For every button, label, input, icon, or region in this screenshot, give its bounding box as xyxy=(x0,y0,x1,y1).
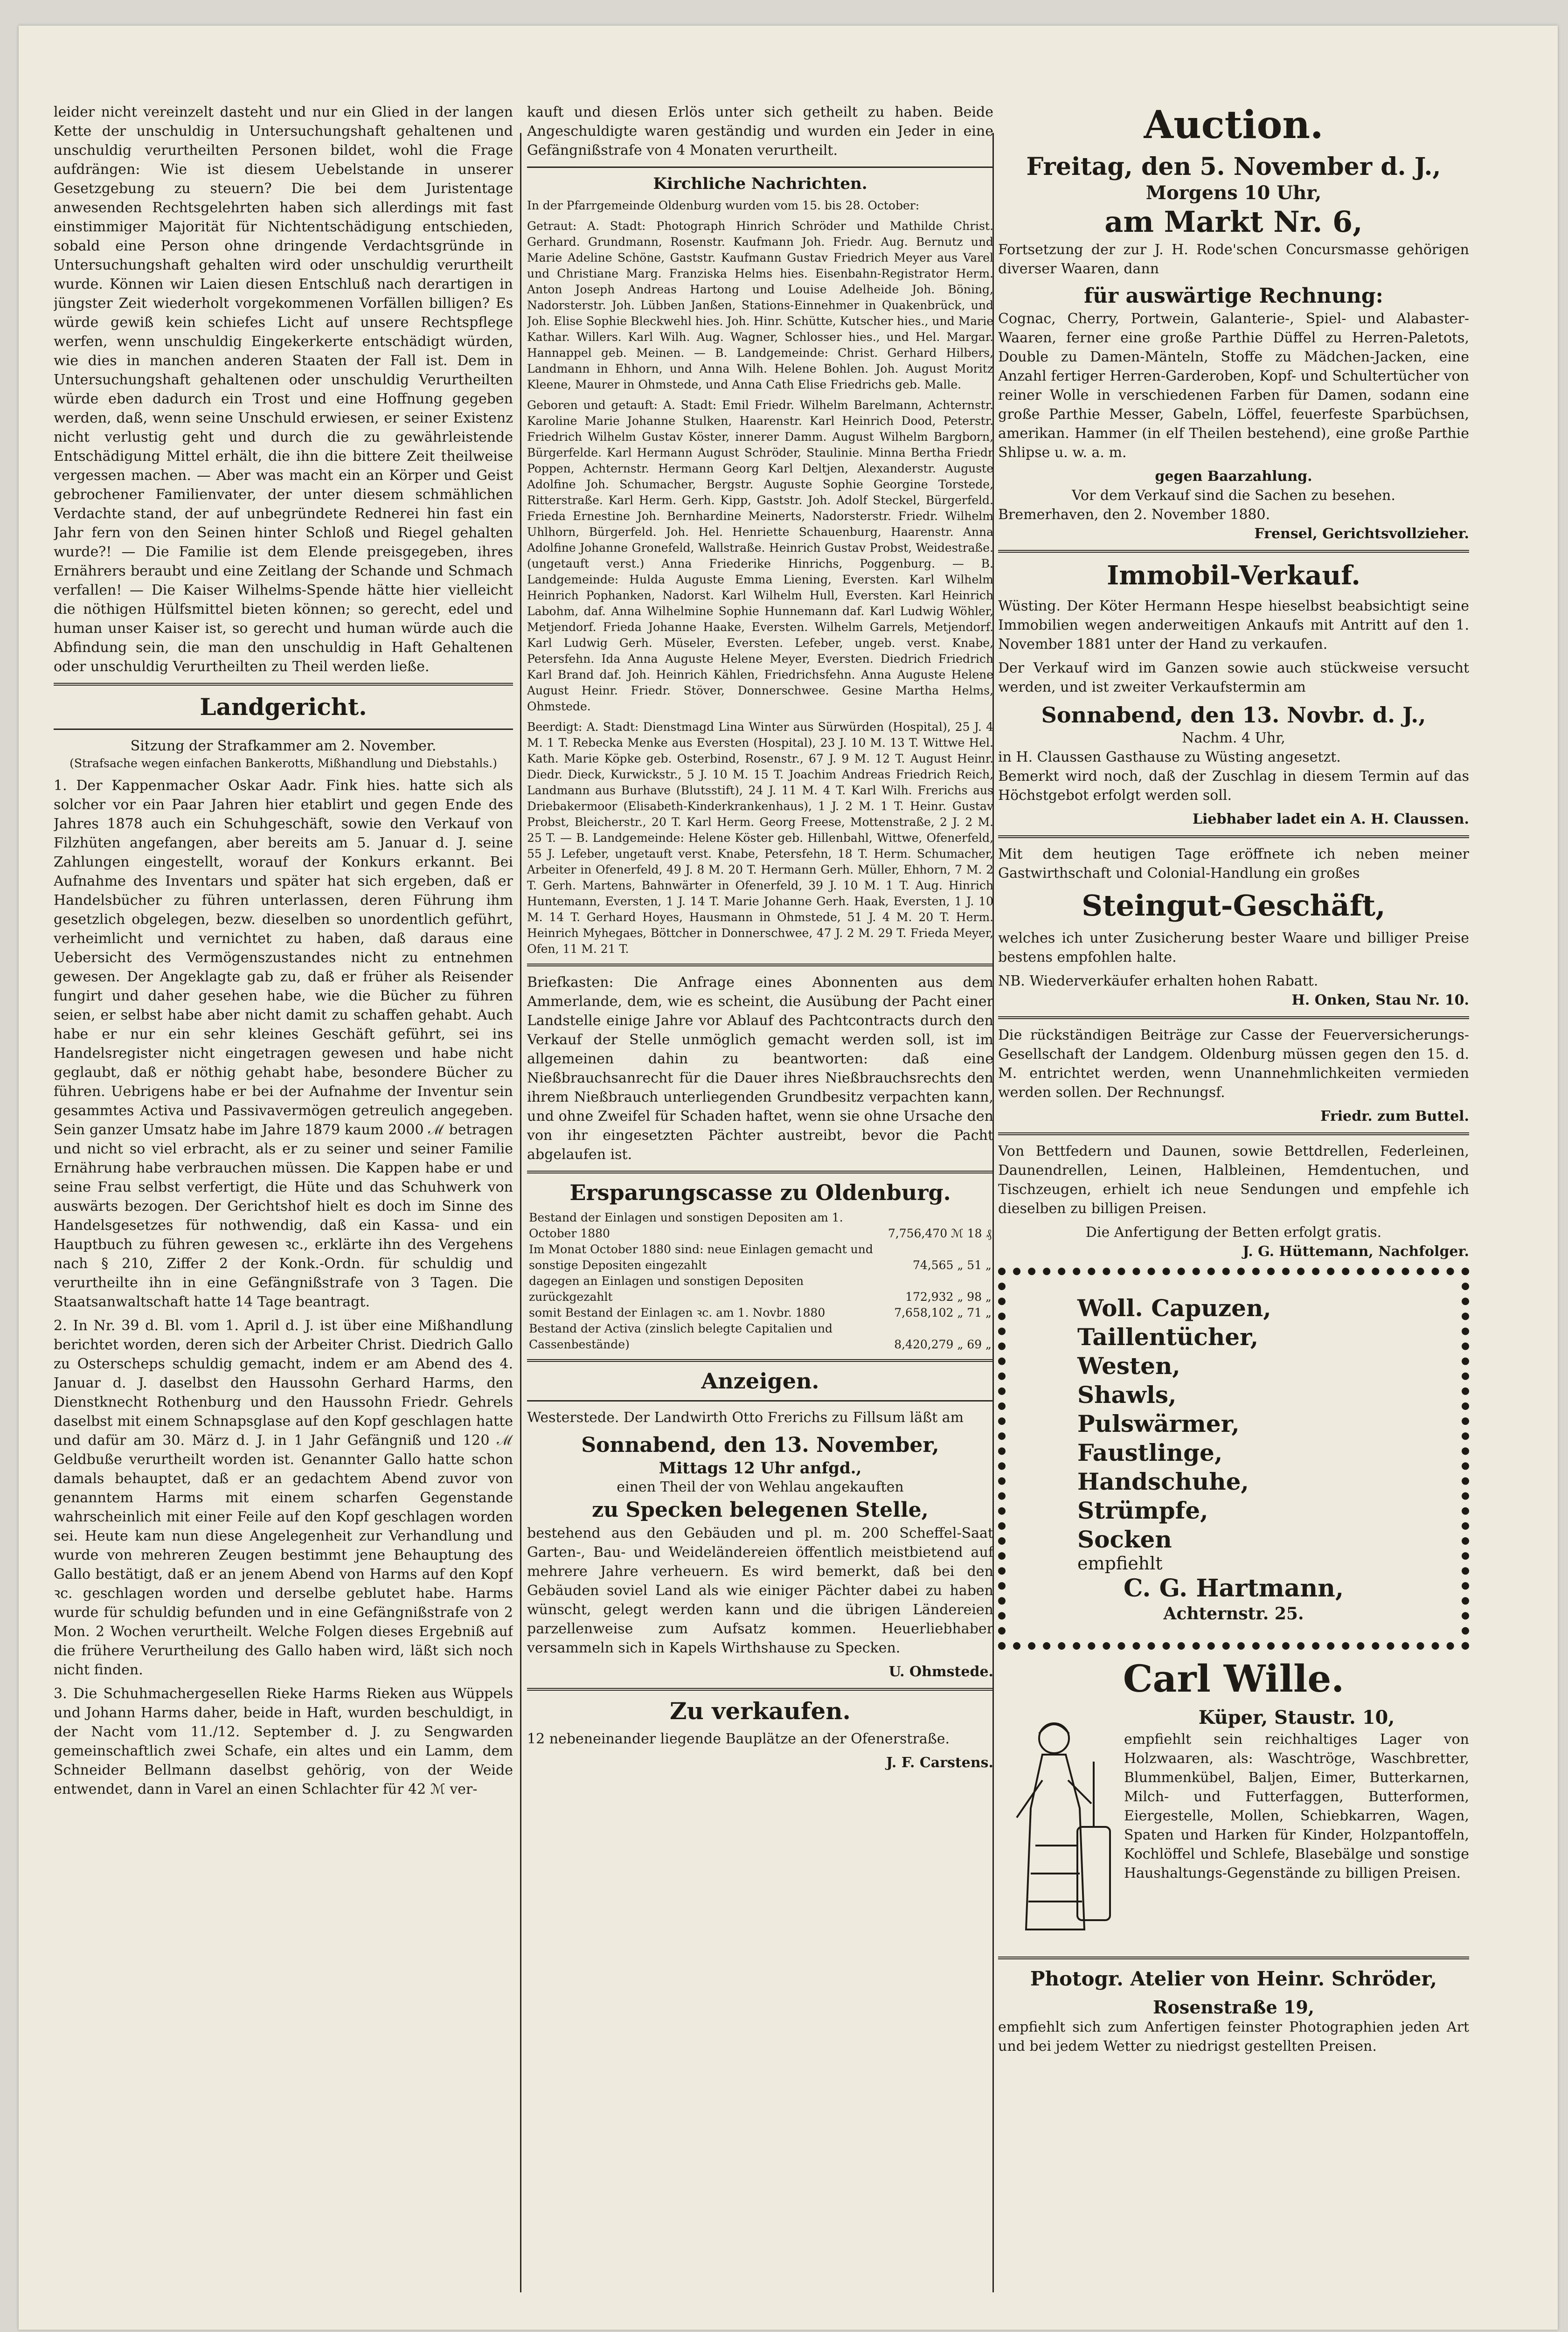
ersparungscasse-value: 7,658,102 „ 71 „ xyxy=(894,1306,992,1319)
hartmann-item: Shawls, xyxy=(1077,1381,1177,1409)
court-case-continuation: kauft und diesen Erlös unter sich getheilt zu haben. Beide Angeschuldigte waren geständig und wurden ein Jeder in eine Gefängnißstrafe von 4 Monaten verurtheilt. xyxy=(527,104,993,159)
ersparungscasse-label: Bestand der Einlagen und sonstigen Depositen am 1. October 1880 xyxy=(529,1211,843,1240)
westerstede-intro: Westerstede. Der Landwirth Otto Frerichs zu Fillsum läßt am xyxy=(527,1409,964,1426)
wille-ad xyxy=(998,1706,1469,1950)
immobil-text4: Bemerkt wird noch, daß der Zuschlag in diesem Termin auf das Höchstgebot erfolgt werden soll. xyxy=(998,768,1469,804)
hartmann-item: Handschuhe, xyxy=(1077,1468,1249,1495)
hartmann-ad-frame xyxy=(998,1268,1469,1650)
auction-note: Vor dem Verkauf sind die Sachen zu besehen. xyxy=(1072,487,1395,504)
divider xyxy=(527,1688,993,1691)
ersparungscasse-label: somit Bestand der Einlagen ꝛc. am 1. Novbr. 1880 xyxy=(529,1306,826,1319)
ersparungscasse-row xyxy=(527,1305,993,1321)
hartmann-item: Pulswärmer, xyxy=(1077,1410,1240,1437)
newspaper-page xyxy=(19,26,1558,2330)
hartmann-address: Achternstr. 25. xyxy=(1163,1604,1304,1624)
ersparungscasse-row xyxy=(527,1273,993,1305)
steingut-heading: Steingut-Geschäft, xyxy=(1082,888,1386,923)
court-case-3: 3. Die Schuhmachergesellen Rieke Harms Rieken aus Wüppels und Johann Harms daher, beide in Haft, wurden beschuldigt, in der Nacht vom 11./12. September d. J. zu Sengwarden gemeinschaftlich zwei Schafe, ein altes und ein Lamm, dem Schneider Bellmann daselbst gehörig, von der Weide entwendet, dann in Varel an einen Schlachter für 42 ℳ ver- xyxy=(54,1686,513,1798)
ersparungscasse-heading: Ersparungscasse zu Oldenburg. xyxy=(569,1180,951,1205)
divider xyxy=(527,167,993,168)
wille-name: Carl Wille. xyxy=(1123,1657,1345,1700)
divider xyxy=(998,1957,1469,1959)
divider xyxy=(527,964,993,966)
column-left xyxy=(54,103,513,2304)
ersparungscasse-value: 7,756,470 ℳ 18 ₰ xyxy=(888,1227,992,1240)
westerstede-date: Sonnabend, den 13. November, xyxy=(581,1433,939,1457)
photo-address: Rosenstraße 19, xyxy=(1152,1997,1315,2018)
hartmann-item: Strümpfe, xyxy=(1077,1497,1208,1524)
ersparungscasse-value: 8,420,279 „ 69 „ xyxy=(894,1338,992,1351)
verkaufen-signature: J. F. Carstens. xyxy=(886,1755,993,1771)
auction-place-date: Bremerhaven, den 2. November 1880. xyxy=(998,507,1270,523)
briefkasten-text: Briefkasten: Die Anfrage eines Abonnenten aus dem Ammerlande, dem, wie es scheint, die Ausübung der Pacht einer Landstelle einige Jahre vor Ablauf des Pachtcontracts durch den Verkauf der Stelle unmöglich gemacht werden soll, ist im allgemeinen dahin zu beantworten: daß eine Nießbrauchsanrecht für die Dauer ihres Nießbrauchsrechts den ihrem Nießbrauch unterliegenden Grundbesitz verpachten kann, und ohne Zweifel für Schaden haftet, wenn sie ohne Ursache den von ihr eingesetzten Pächter austreibt, bevor die Pacht abgelaufen ist. xyxy=(527,974,993,1163)
wille-address: Küper, Staustr. 10, xyxy=(1198,1707,1395,1728)
westerstede-text2: bestehend aus den Gebäuden und pl. m. 200 Scheffel-Saat Garten-, Bau- und Weideländereien öffentlich meistbietend auf mehrere Jahre verheuern. Es wird bemerkt, daß bei den Gebäuden soviel Land als wie einiger Pächter dabei zu haben wünscht, gelegt werden kann und die übrigen Ländereien parzellenweise zum Aufsatz kommen. Heuerliebhaber versammeln sich in Kapels Wirthshause zu Specken. xyxy=(527,1525,993,1656)
ersparungscasse-label: Im Monat October 1880 sind: neue Einlagen gemacht und sonstige Depositen eingezahlt xyxy=(529,1242,873,1272)
hartmann-item: Faustlinge, xyxy=(1077,1439,1223,1466)
immobil-signature: Liebhaber ladet ein A. H. Claussen. xyxy=(1192,811,1469,827)
divider xyxy=(998,1016,1469,1019)
betten-note: Die Anfertigung der Betten erfolgt gratis. xyxy=(1085,1224,1382,1241)
hartmann-empfiehlt: empfiehlt xyxy=(1077,1553,1163,1574)
divider xyxy=(54,683,513,686)
court-case-2: 2. In Nr. 39 d. Bl. vom 1. April d. J. ist über eine Mißhandlung berichtet worden, deren sich der Arbeiter Christ. Diedrich Gallo zu Osterscheps schuldig gemacht, indem er am Abend des 4. Januar d. J. daselbst den Haussohn Gerhard Harms, den Dienstknecht Rothenburg und den Haussohn Friedr. Gehrels daselbst mit einem Schnapsglase auf den Kopf geschlagen hatte und dafür am 30. März d. J. in 1 Jahr Gefängniß und 120 ℳ Geldbuße verurtheilt worden ist. Genannter Gallo hatte schon damals behauptet, daß er an gedachtem Abend zuvor von genanntem Harms mit einem scharfen Gegenstande wahrscheinlich mit einer Feile auf den Kopf geschlagen worden sei. Heute kam nun diese Angelegenheit zur Verhandlung und wurde von mehreren Zeugen bestimmt jene Behauptung des Gallo bestätigt, daß er an jenem Abend von Harms auf den Kopf ꝛc. geschlagen worden und derselbe geblutet habe. Harms wurde für schuldig befunden und in eine Gefängnißstrafe von 2 Mon. 2 Wochen verurtheilt. Welche Folgen dieses Ergebniß auf die frühere Verurtheilung des Gallo haben wird, läßt sich noch nicht finden. xyxy=(54,1318,513,1678)
column-right xyxy=(998,103,1469,2304)
auction-heading: Auction. xyxy=(1144,103,1324,147)
court-case-1: 1. Der Kappenmacher Oskar Aadr. Fink hies. hatte sich als solcher vor ein Paar Jahren hier etablirt und gegen Ende des Jahres 1878 auch ein Schuhgeschäft, sowie den Verkauf von Filzhüten angefangen, aber bereits am 5. Januar d. J. seine Zahlungen eingestellt, worauf der Konkurs erkannt. Bei Aufnahme des Inventars und später hat sich ergeben, daß er Handelsbücher zu führen unterlassen, deren Führung ihm gesetzlich obgelegen, bezw. dieselben so unordentlich geführt, verheimlicht und vernichtet zu haben, daß daraus eine Uebersicht des Vermögenszustandes nicht zu entnehmen gewesen. Der Angeklagte gab zu, daß er früher als Reisender fungirt und daher gesehen habe, wie die Bücher zu führen seien, er selbst habe aber nicht damit zu schaffen gehabt. Auch habe er nur ein sehr kleines Geschäft geführt, sei ins Handelsregister nicht eingetragen gewesen und habe nicht geglaubt, daß er nöthig gehabt habe, besondere Bücher zu führen. Uebrigens habe er bei der Aufnahme der Inventur sein gesammtes Activa und Passivavermögen getreulich angegeben. Sein ganzer Umsatz habe im Jahre 1879 kaum 2000 ℳ betragen und nicht so viel erbracht, als er zu seiner und seiner Familie Ernährung habe verbrauchen müssen. Die Kappen habe er und seine Frau selbst verfertigt, die Hüte und das Schuhwerk von auswärts bezogen. Der Gerichtshof hielt es doch im Sinne des Handelsgesetzes für nothwendig, daß ein Kassa- und ein Hauptbuch zu führen gewesen ꝛc., erklärte ihn des Vergehens nach § 210, Ziffer 2 der Konk.-Ordn. für schuldig und verurtheilte ihn in eine Gefängnißstrafe von 3 Tagen. Die Staatsanwaltschaft hatte 14 Tage beantragt. xyxy=(54,777,513,1310)
divider xyxy=(54,729,513,730)
kirchliche-geboren: Geboren und getauft: A. Stadt: Emil Friedr. Wilhelm Barelmann, Achternstr. Karoline Marie Johanne Stulken, Haarenstr. Karl Heinrich Dood, Peterstr. Friedrich Wilhelm Gustav Köster, innerer Damm. August Wilhelm Bargborn, Bürgerfelde. Karl Hermann August Schröder, Staulinie. Minna Bertha Friedr Poppen, Achternstr. Hermann Georg Karl Deltjen, Alexanderstr. Auguste Adolfine Joh. Schumacher, Bergstr. Auguste Sophie Georgine Torstede, Ritterstraße. Karl Herm. Gerh. Kipp, Gaststr. Joh. Adolf Steckel, Bürgerfeld. Frieda Ernestine Joh. Bernhardine Meinerts, Nadorsterstr. Friedr. Wilhelm Uhlhorn, Bürgerfeld. Joh. Hel. Henriette Schauenburg, Haarenstr. Anna Adolfine Johanne Gronefeld, Wallstraße. Heinrich Gustav Probst, Weidestraße. (ungetauft verst.) Anna Friederike Hinrichs, Poggenburg. — B. Landgemeinde: Hulda Auguste Emma Liening, Eversten. Karl Wilhelm Heinrich Pophanken, Nadorst. Karl Wilhelm Hull, Eversten. Karl Heinrich Labohm, daf. Anna Wilhelmine Sophie Hunnemann daf. Karl Ludwig Wöhler, Metjendorf. Frieda Johanne Haake, Eversten. Wilhelm Garrels, Metjendorf. Karl Ludwig Gerh. Müseler, Eversten. Lefeber, ungeb. verst. Knabe, Petersfehn. Ida Anna Auguste Helene Meyer, Eversten. Diedrich Friedrich Karl Brand daf. Joh. Heinrich Kählen, Friedrichsfehn. Anna Auguste Helene August Heinr. Friedr. Stöver, Donnerschwee. Gesine Martha Helms, Ohmstede. xyxy=(527,398,993,713)
anzeigen-heading: Anzeigen. xyxy=(701,1368,819,1394)
landgericht-heading: Landgericht. xyxy=(200,693,367,721)
divider xyxy=(527,1171,993,1173)
ersparungscasse-table xyxy=(527,1210,993,1353)
feuerversicherung-text: Die rückständigen Beiträge zur Casse der Feuerversicherungs-Gesellschaft der Landgem. Oldenburg müssen gegen den 15. d. M. entrichtet werden, wenn Unannehmlichkeiten vermieden werden sollen. Der Rechnungsf. xyxy=(998,1027,1469,1101)
hartmann-item: Woll. Capuzen, xyxy=(1077,1294,1271,1322)
auction-payment: gegen Baarzahlung. xyxy=(1155,468,1312,485)
ersparungscasse-value: 172,932 „ 98 „ xyxy=(905,1290,992,1304)
westerstede-location: zu Specken belegenen Stelle, xyxy=(592,1498,929,1522)
kirchliche-heading: Kirchliche Nachrichten. xyxy=(653,174,867,193)
steingut-intro: Mit dem heutigen Tage eröffnete ich neben meiner Gastwirthschaft und Colonial-Handlung ein großes xyxy=(998,846,1469,881)
ersparungscasse-label: Bestand der Activa (zinslich belegte Capitalien und Cassenbestände) xyxy=(529,1322,833,1351)
photo-heading: Photogr. Atelier von Heinr. Schröder, xyxy=(1030,1967,1437,1990)
column-divider xyxy=(520,133,521,2292)
divider xyxy=(998,1132,1469,1135)
auction-text2: Cognac, Cherry, Portwein, Galanterie-, Spiel- und Alabaster-Waaren, ferner eine große Parthie Düffel zu Herren-Paletots, Double zu Damen-Mänteln, Stoffe zu Mädchen-Jacken, eine Anzahl fertiger Herren-Garderoben, Kopf- und Schultertücher von reiner Wolle in verschiedenen Farben für Damen, sodann eine große Parthie Messer, Gabeln, Löffel, feuerfeste Sparbüchsen, amerikan. Hammer (in elf Theilen bestehend), eine große Parthie Shlipse u. w. a. m. xyxy=(998,311,1469,461)
auction-signature: Frensel, Gerichtsvollzieher. xyxy=(1254,526,1469,542)
westerstede-text1: einen Theil der von Wehlau angekauften xyxy=(617,1479,904,1495)
verkaufen-heading: Zu verkaufen. xyxy=(670,1697,851,1725)
hartmann-item: Socken xyxy=(1077,1526,1172,1553)
ersparungscasse-value: 74,565 „ 51 „ xyxy=(912,1258,992,1272)
auction-place: am Markt Nr. 6, xyxy=(1104,205,1363,239)
ersparungscasse-row xyxy=(527,1321,993,1353)
auction-time: Morgens 10 Uhr, xyxy=(1145,182,1322,204)
hartmann-item: Taillentücher, xyxy=(1077,1323,1259,1351)
steingut-nb: NB. Wiederverkäufer erhalten hohen Rabatt. xyxy=(998,973,1318,989)
butter-churn-woman-icon xyxy=(998,1706,1115,1948)
kirchliche-beerdigt: Beerdigt: A. Stadt: Dienstmagd Lina Winter aus Sürwürden (Hospital), 25 J. 4 M. 1 T. Rebecka Menke aus Eversten (Hospital), 23 J. 10 M. 13 T. Wittwe Hel. Kath. Marie Köpke geb. Osterbind, Rosenstr., 67 J. 9 M. 12 T. August Heinr. Diedr. Dieck, Kurwickstr., 5 J. 10 M. 15 T. Joachim Andreas Friedrich Reich, Landmann aus Burhave (Blutsstift), 24 J. 11 M. 4 T. Karl Wilh. Frerichs aus Driebakermoor (Elisabeth-Kinderkrankenhaus), 1 J. 2 M. 1 T. Heinr. Gustav Probst, Bleicherstr., 20 T. Karl Herm. Georg Freese, Mottenstraße, 2 J. 2 M. 25 T. — B. Landgemeinde: Helene Köster geb. Hillenbahl, Wittwe, Ofenerfeld, 55 J. Lefeber, ungetauft verst. Knabe, Petersfehn, 18 T. Herm. Schumacher, Arbeiter in Ofenerfeld, 49 J. 8 M. 20 T. Hermann Gerh. Müller, Ehhorn, 7 M. 2 T. Gerh. Martens, Bahnwärter in Ofenerfeld, 39 J. 10 M. 1 T. Aug. Hinrich Huntemann, Eversten, 1 J. 14 T. Marie Johanne Gerh. Haak, Eversten, 1 J. 10 M. 14 T. Gerhard Hoyes, Hausmann in Ohmstede, 51 J. 4 M. 20 T. Herm. Heinrich Myhegaes, Böttcher in Donnerschwee, 47 J. 2 M. 29 T. Frieda Meyer, Ofen, 11 M. 21 T. xyxy=(527,720,993,956)
steingut-text: welches ich unter Zusicherung bester Waare und billiger Preise bestens empfohlen halte. xyxy=(998,930,1469,965)
ersparungscasse-label: dagegen an Einlagen und sonstigen Depositen zurückgezahlt xyxy=(529,1274,804,1304)
ersparungscasse-row xyxy=(527,1242,993,1273)
immobil-text1: Wüsting. Der Köter Hermann Hespe hieselbst beabsichtigt seine Immobilien wegen anderweitigen Ankaufs mit Antritt auf den 1. November 1881 unter der Hand zu verkaufen. xyxy=(998,598,1469,652)
immobil-text2: Der Verkauf wird im Ganzen sowie auch stückweise versucht werden, und ist zweiter Verkaufstermin am xyxy=(998,660,1469,695)
sitzung-subline: (Strafsache wegen einfachen Bankerotts, Mißhandlung und Diebstahls.) xyxy=(69,757,497,770)
divider xyxy=(998,550,1469,553)
editorial-text: leider nicht vereinzelt dasteht und nur ein Glied in der langen Kette der unschuldig in Untersuchungshaft gehaltenen und unschuldig verurtheilten Personen bildet, wohl die Frage aufdrängen: Wie ist diesem Uebelstande in unserer Gesetzgebung zu steuern? Die bei dem Juristentage anwesenden Rechtsgelehrten haben sich allerdings mit fast einstimmiger Majorität für Nichtentschädigung entschieden, sobald eine Person ohne dringende Verdachtsgründe in Untersuchungshaft gehalten wird oder unschuldig verurtheilt wurde. Können wir Laien diesen Entschluß nach derartigen in jüngster Zeit wiederholt vorgekommenen Vorfällen billigen? Es würde gewiß kein schiefes Licht auf unsere Rechtspflege werfen, wenn unschuldig Eingekerkerte entschädigt würden, wie dies in manchen anderen Staaten der Fall ist. Dem in Untersuchungshaft gehaltenen oder unschuldig Verurtheilten würde eben dadurch ein Trost und eine Hoffnung gegeben werden, daß, wenn seine Unschuld erwiesen, er seiner Existenz nicht verlustig geht und durch die zu gewährleistende Entschädigung Mittel erhält, die ihn die bittere Zeit theilweise vergessen machen. — Aber was macht ein an Körper und Geist gebrochener Familienvater, der unter diesem schmählichen Verdachte stand, der auf unbegründete Rednerei hin fast ein Jahr fern von den Seinen hinter Schloß und Riegel gehalten wurde?! — Die Familie ist dem Elende preisgegeben, ihres Ernährers beraubt und eine Zeitlang der Schande und Schmach verfallen! — Die Kaiser Wilhelms-Spende hätte hier vielleicht die nöthigen Hülfsmittel bieten können; so gerecht, edel und human unser Kaiser ist, so gerecht und human würde auch die Abfindung sein, die man den unschuldig in Haft Gehaltenen oder unschuldig Verurtheilten zu Theil werden ließe. xyxy=(54,104,513,675)
hartmann-item: Westen, xyxy=(1077,1352,1180,1380)
auction-text1: Fortsetzung der zur J. H. Rode'schen Concursmasse gehörigen diverser Waaren, dann xyxy=(998,242,1469,277)
westerstede-signature: U. Ohmstede. xyxy=(888,1664,993,1680)
divider xyxy=(527,1400,993,1402)
feuerversicherung-signature: Friedr. zum Buttel. xyxy=(1320,1108,1469,1124)
woodcut-illustration xyxy=(998,1706,1115,1950)
betten-signature: J. G. Hüttemann, Nachfolger. xyxy=(1242,1243,1469,1260)
column-middle xyxy=(527,103,993,2304)
kirchliche-getraut: Getraut: A. Stadt: Photograph Hinrich Schröder und Mathilde Christ. Gerhard. Grundmann, Rosenstr. Kaufmann Joh. Friedr. Aug. Bernutz und Marie Adeline Schöne, Gaststr. Kaufmann Gustav Friedrich Meyer aus Varel und Christiane Marg. Franziska Helms hies. Eisenbahn-Registrator Herm. Anton Joseph Andreas Hartong und Louise Adelheide Joh. Böning, Nadorsterstr. Joh. Lübben Janßen, Stations-Einnehmer in Quakenbrück, und Joh. Elise Sophie Bleckwehl hies. Joh. Hinr. Schütte, Kutscher hies., und Marie Kathar. Willers. Karl Wilh. Aug. Wagner, Schlosser hies., und Hel. Margar. Hannappel geb. Meinen. — B. Landgemeinde: Christ. Gerhard Hilbers, Landmann in Ehhorn, und Anna Wilh. Helene Bohlen. Joh. August Moritz Kleene, Maurer in Ohmstede, und Anna Cath Elise Friedrichs geb. Malle. xyxy=(527,219,993,391)
divider xyxy=(998,835,1469,838)
wille-text: empfiehlt sein reichhaltiges Lager von Holzwaaren, als: Waschtröge, Waschbretter, Blummenkübel, Baljen, Eimer, Butterkarnen, Milch- und Futterfaggen, Butterformen, Eiergestelle, Mollen, Schiebkarren, Wagen, Spaten und Harken für Kinder, Holzpantoffeln, Kochlöffel und Schlefe, Blasebälge und sonstige Haushaltungs-Gegenstände zu billigen Preisen. xyxy=(1124,1731,1469,1881)
hartmann-item-list xyxy=(1021,1294,1446,1554)
auction-date: Freitag, den 5. November d. J., xyxy=(1026,153,1441,181)
steingut-signature: H. Onken, Stau Nr. 10. xyxy=(1291,992,1469,1008)
divider xyxy=(527,1359,993,1362)
betten-text: Von Bettfedern und Daunen, sowie Bettdrellen, Federleinen, Daunendrellen, Leinen, Halbleinen, Hemdentuchen, und Tischzeugen, erhielt ich neue Sendungen und empfehle ich dieselben zu billigen Preisen. xyxy=(998,1143,1469,1217)
auction-foreign-account: für auswärtige Rechnung: xyxy=(1084,284,1383,308)
immobil-heading: Immobil-Verkauf. xyxy=(1107,560,1360,591)
westerstede-time: Mittags 12 Uhr anfgd., xyxy=(659,1459,862,1478)
sitzung-line: Sitzung der Strafkammer am 2. November. xyxy=(130,738,437,754)
kirchliche-intro: In der Pfarrgemeinde Oldenburg wurden vom 15. bis 28. October: xyxy=(527,199,920,212)
verkaufen-text: 12 nebeneinander liegende Bauplätze an der Ofenerstraße. xyxy=(527,1731,950,1747)
photo-text: empfiehlt sich zum Anfertigen feinster Photographien jeden Art und bei jedem Wetter zu niedrigst gestellten Preisen. xyxy=(998,2019,1469,2054)
immobil-time: Nachm. 4 Uhr, xyxy=(1182,730,1285,746)
ersparungscasse-row xyxy=(527,1210,993,1242)
immobil-text3: in H. Claussen Gasthause zu Wüsting angesetzt. xyxy=(998,749,1341,765)
hartmann-name: C. G. Hartmann, xyxy=(1123,1574,1344,1603)
immobil-date: Sonnabend, den 13. Novbr. d. J., xyxy=(1041,702,1426,728)
